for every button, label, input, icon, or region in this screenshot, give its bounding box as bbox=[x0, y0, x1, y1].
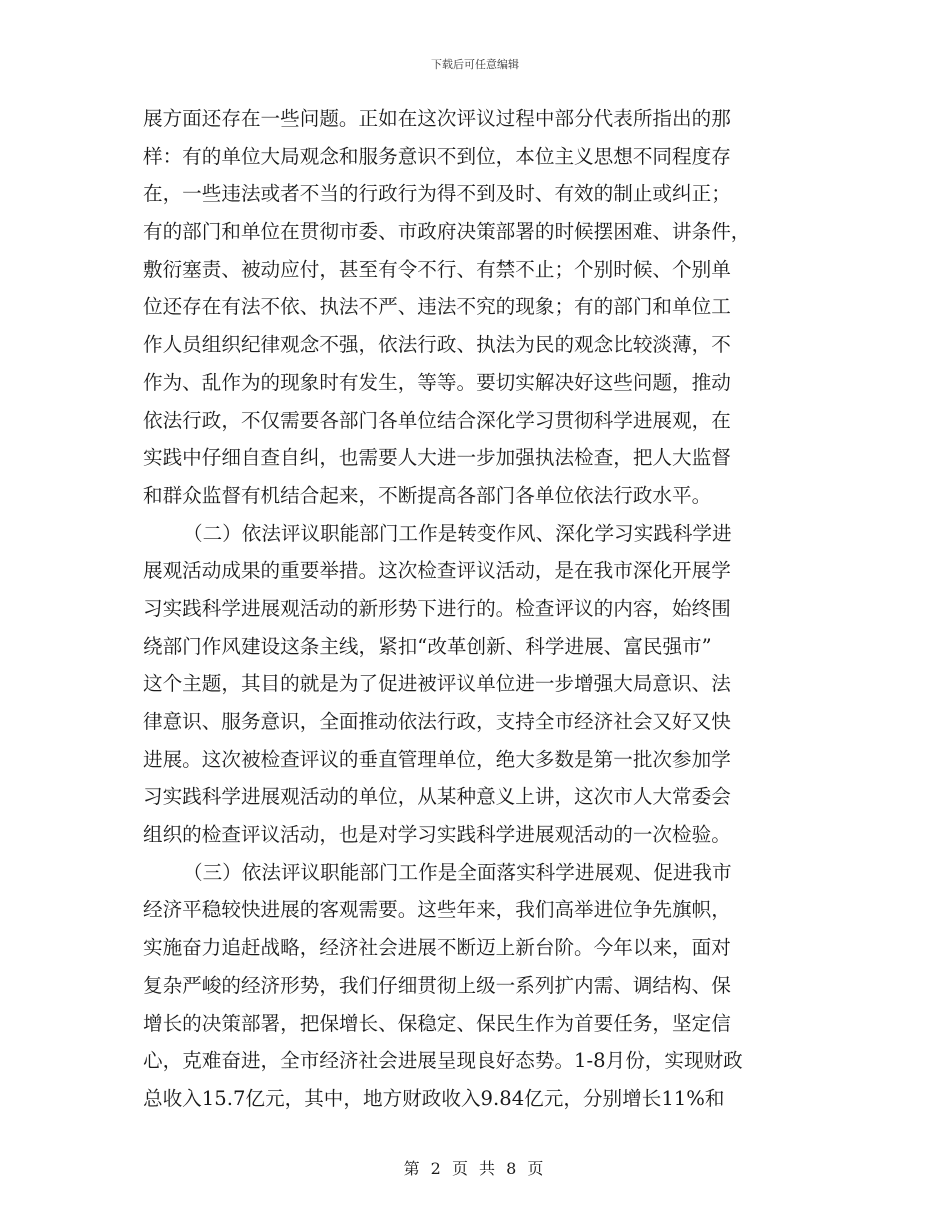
text-line: 实践中仔细自查自纠，也需要人大进一步加强执法检查，把人大监督 bbox=[143, 446, 731, 470]
text-line: 样：有的单位大局观念和服务意识不到位，本位主义思想不同程度存 bbox=[143, 144, 731, 168]
text-line: 位还存在有法不依、执法不严、违法不究的现象；有的部门和单位工 bbox=[143, 295, 731, 319]
text-line: 总收入15.7亿元，其中，地方财政收入9.84亿元，分别增长11%和 bbox=[143, 1086, 725, 1110]
text-line: 敷衍塞责、被动应付，甚至有令不行、有禁不止；个别时候、个别单 bbox=[143, 257, 731, 281]
text-line: 进展。这次被检查评议的垂直管理单位，绝大多数是第一批次参加学 bbox=[143, 747, 731, 771]
page-number-footer: 第 2 页 共 8 页 bbox=[403, 1159, 547, 1178]
text-line: 经济平稳较快进展的客观需要。这些年来，我们高举进位争先旗帜， bbox=[143, 898, 731, 922]
text-line: 展观活动成果的重要举措。这次检查评议活动，是在我市深化开展学 bbox=[143, 559, 731, 583]
text-line: 和群众监督有机结合起来，不断提高各部门各单位依法行政水平。 bbox=[143, 483, 712, 507]
text-line: 在，一些违法或者不当的行政行为得不到及时、有效的制止或纠正； bbox=[143, 182, 731, 206]
paragraph-start-line: （二）依法评议职能部门工作是转变作风、深化学习实践科学进 bbox=[183, 521, 732, 545]
text-line: 作人员组织纪律观念不强，依法行政、执法为民的观念比较淡薄，不 bbox=[143, 333, 731, 357]
text-line: 习实践科学进展观活动的新形势下进行的。检查评议的内容，始终围 bbox=[143, 596, 731, 620]
text-line: 律意识、服务意识，全面推动依法行政，支持全市经济社会又好又快 bbox=[143, 710, 731, 733]
paragraph-start-line: （三）依法评议职能部门工作是全面落实科学进展观、促进我市 bbox=[183, 860, 732, 884]
page-header: 下载后可任意编辑 bbox=[431, 58, 519, 71]
text-line: 这个主题，其目的就是为了促进被评议单位进一步增强大局意识、法 bbox=[143, 672, 731, 696]
document-body bbox=[143, 100, 811, 1118]
text-line: 心，克难奋进，全市经济社会进展呈现良好态势。1-8月份，实现财政 bbox=[143, 1049, 743, 1073]
text-line: 复杂严峻的经济形势，我们仔细贯彻上级一系列扩内需、调结构、保 bbox=[143, 973, 731, 997]
text-line: 作为、乱作为的现象时有发生，等等。要切实解决好这些问题，推动 bbox=[143, 370, 731, 394]
text-line: 增长的决策部署，把保增长、保稳定、保民生作为首要任务，坚定信 bbox=[143, 1011, 731, 1035]
text-line: 有的部门和单位在贯彻市委、市政府决策部署的时候摆困难、讲条件， bbox=[143, 220, 751, 244]
text-line: 依法行政，不仅需要各部门各单位结合深化学习贯彻科学进展观，在 bbox=[143, 408, 731, 432]
text-line: 绕部门作风建设这条主线，紧扣“改革创新、科学进展、富民强市” bbox=[143, 634, 712, 658]
text-line: 习实践科学进展观活动的单位，从某种意义上讲，这次市人大常委会 bbox=[143, 785, 731, 809]
text-line: 实施奋力追赶战略，经济社会进展不断迈上新台阶。今年以来，面对 bbox=[143, 936, 731, 960]
text-line: 展方面还存在一些问题。正如在这次评议过程中部分代表所指出的那 bbox=[143, 107, 731, 130]
text-line: 组织的检查评议活动，也是对学习实践科学进展观活动的一次检验。 bbox=[143, 823, 731, 847]
